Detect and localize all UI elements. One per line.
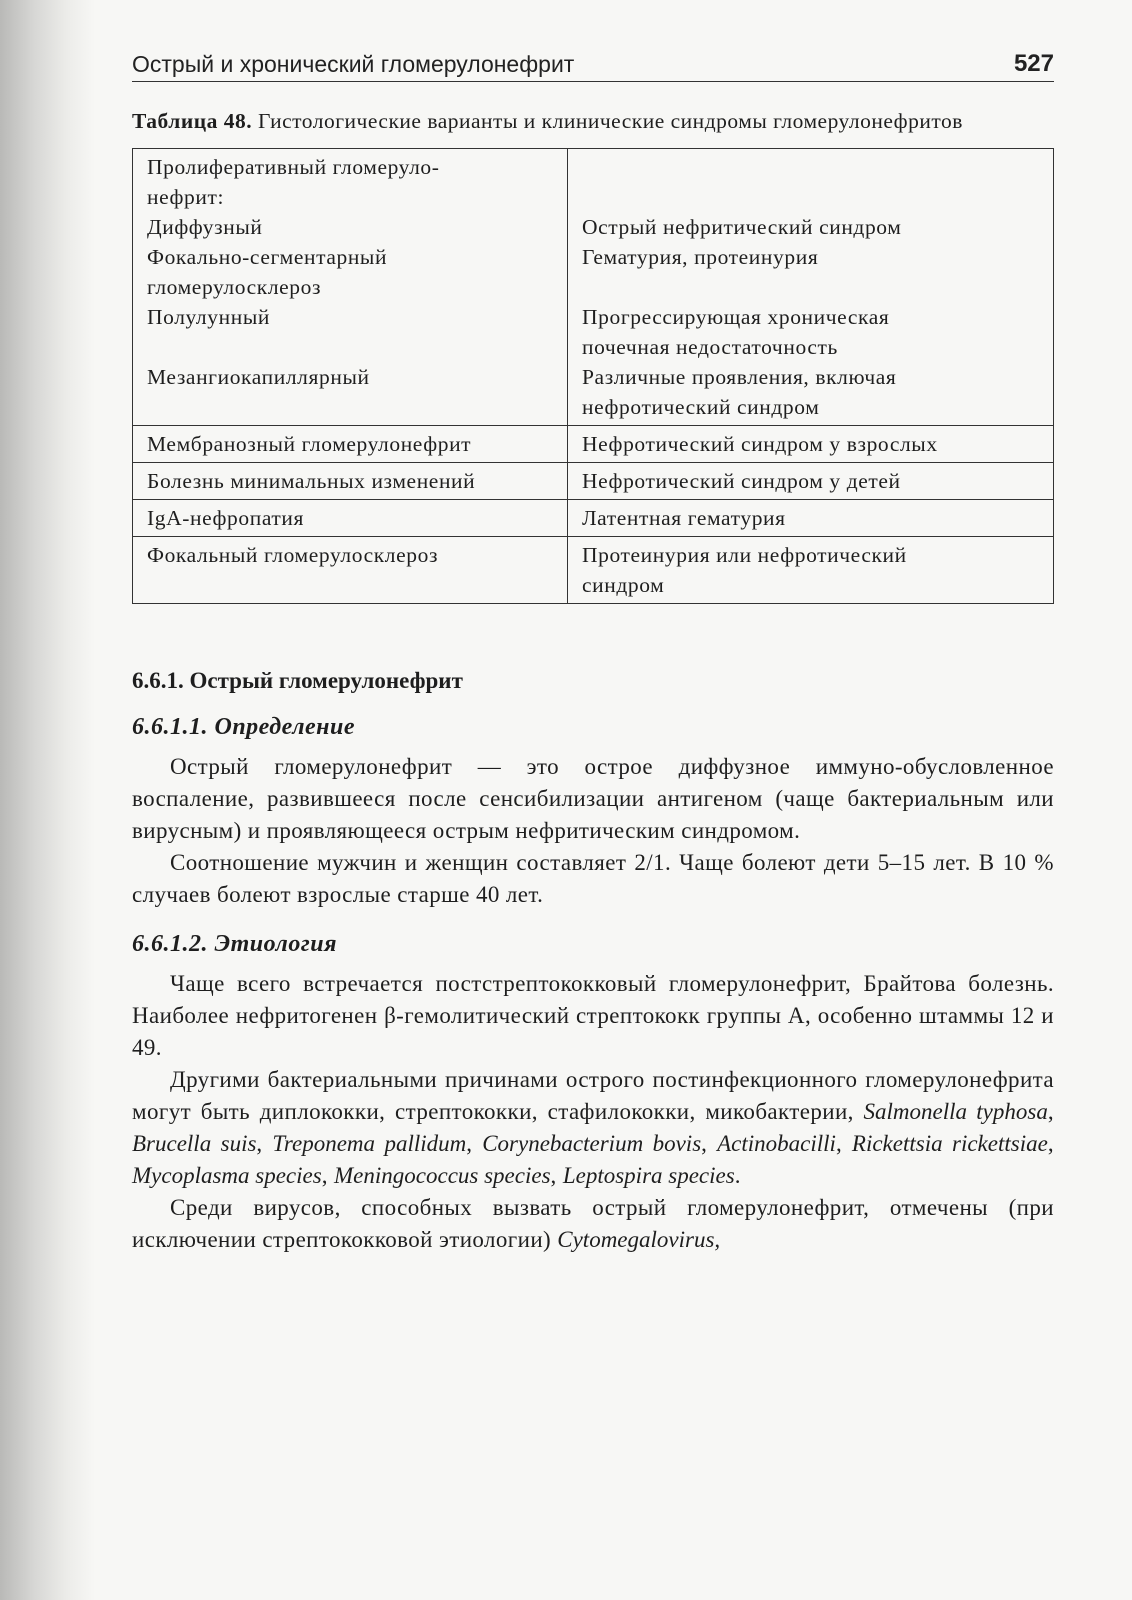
organism-name: Leptospira species [562, 1163, 735, 1188]
cell-line [582, 272, 1053, 302]
cell-line: синдром [582, 573, 665, 597]
cell-line: Гематурия, протеинурия [582, 245, 819, 269]
histology-cell [133, 463, 568, 500]
cell-line: нефротический синдром [582, 395, 820, 419]
syndrome-cell [568, 500, 1054, 537]
histology-cell [133, 426, 568, 463]
cell-line [147, 392, 567, 422]
cell-line: Пролиферативный гломеруло- [147, 155, 440, 179]
cell-line: IgA-нефропатия [147, 506, 305, 530]
cell-line: нефрит: [147, 185, 225, 209]
syndromes-table [132, 148, 1054, 604]
cell-line: Нефротический синдром у взрослых [582, 432, 938, 456]
definition-paragraph-1: Острый гломерулонефрит — это острое диффузное иммуно-обусловленное воспаление, развившееся после сенсибилизации антигеном (чаще бактериальным или вирусным) и проявляющееся острым нефритическим синдромом. [132, 754, 1054, 843]
histology-cell [133, 500, 568, 537]
histology-cell [133, 149, 568, 426]
organism-name: Brucella suis [132, 1131, 257, 1156]
cell-line [582, 182, 1053, 212]
syndrome-cell [568, 426, 1054, 463]
table-row [133, 426, 1054, 463]
cell-line: Диффузный [147, 215, 263, 239]
cell-line: Мезангиокапиллярный [147, 365, 370, 389]
etiology-paragraph-1: Чаще всего встречается постстрептококковый гломерулонефрит, Брайтова болезнь. Наиболее нефритогенен β-гемолитический стрептококк группы А, особенно штаммы 12 и 49. [132, 971, 1054, 1060]
organism-name: Actinobacilli [717, 1131, 836, 1156]
scan-shadow [0, 0, 95, 1600]
organism-name: Salmonella typhosa [863, 1099, 1048, 1124]
etiology-paragraph-3-text: Среди вирусов, способных вызвать острый гломерулонефрит, отмечены (при исключении стрептококковой этиологии) [132, 1195, 1054, 1252]
cell-line: Полулунный [147, 305, 270, 329]
subsection-etiology-title: 6.6.1.2. Этиология [132, 931, 337, 957]
cell-line: Фокально-сегментарный [147, 245, 388, 269]
cell-line: Фокальный гломерулосклероз [147, 543, 439, 567]
cell-line: Острый нефритический синдром [582, 215, 902, 239]
subsection-definition-title: 6.6.1.1. Определение [132, 714, 355, 740]
organism-name: Meningococcus species [334, 1163, 551, 1188]
syndrome-cell [568, 537, 1054, 604]
virus-name: Cytomegalovirus, [557, 1227, 721, 1252]
cell-line: Мембранозный гломерулонефрит [147, 432, 472, 456]
organism-name: Corynebacterium bovis [482, 1131, 702, 1156]
page-number: 527 [1013, 50, 1054, 77]
table-row [133, 463, 1054, 500]
cell-line: Прогрессирующая хроническая [582, 305, 890, 329]
organism-list: Salmonella typhosa, Brucella suis, Treponema pallidum, Corynebacterium bovis, Actinobacilli, Rickettsia rickettsiae, Mycoplasma species, Meningococcus species, Leptospira species. [132, 1099, 1054, 1188]
cell-line [147, 332, 567, 362]
etiology-paragraph-2 [132, 1064, 1054, 1192]
table-row [133, 537, 1054, 604]
organism-name: Treponema pallidum [272, 1131, 467, 1156]
book-page [132, 40, 1054, 1256]
cell-line: Нефротический синдром у детей [582, 469, 901, 493]
etiology-paragraph-3 [132, 1192, 1054, 1256]
organism-name: Rickettsia rickettsiae [851, 1131, 1048, 1156]
cell-line: Латентная гематурия [582, 506, 786, 530]
cell-line: Протеинурия или нефротический [582, 543, 907, 567]
table-caption [132, 106, 1054, 136]
cell-line: почечная недостаточность [582, 335, 838, 359]
syndrome-cell [568, 149, 1054, 426]
definition-paragraph-2: Соотношение мужчин и женщин составляет 2/1. Чаще болеют дети 5–15 лет. В 10 % случаев болеют взрослые старше 40 лет. [132, 850, 1054, 907]
table-row [133, 149, 1054, 426]
syndrome-cell [568, 463, 1054, 500]
syndromes-table-body [133, 149, 1054, 604]
running-header [132, 40, 1054, 82]
running-title: Острый и хронический гломерулонефрит [132, 51, 575, 77]
table-caption-text: Гистологические варианты и клинические синдромы гломерулонефритов [252, 109, 963, 133]
table-caption-label: Таблица 48. [132, 109, 253, 133]
etiology-paragraph-2-text: Другими бактериальными причинами острого постинфекционного гломерулонефрита могут быть диплококки, стрептококки, стафилококки, микобактерии, [132, 1067, 1054, 1124]
cell-line: гломерулосклероз [147, 275, 322, 299]
cell-line: Болезнь минимальных изменений [147, 469, 476, 493]
section-title: 6.6.1. Острый гломерулонефрит [132, 668, 463, 693]
cell-line: Различные проявления, включая [582, 365, 897, 389]
cell-line [582, 152, 1053, 182]
histology-cell [133, 537, 568, 604]
organism-name: Mycoplasma species [132, 1163, 322, 1188]
table-row [133, 500, 1054, 537]
